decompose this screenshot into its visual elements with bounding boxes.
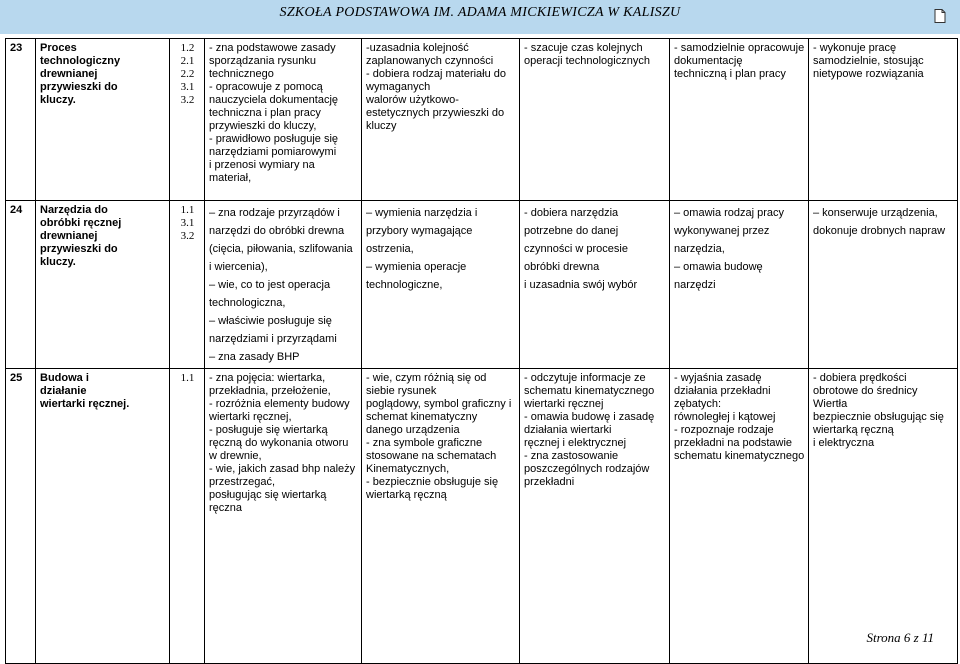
requirement-extended-line: – wymienia narzędzia i — [366, 207, 478, 219]
lesson-topic-line: Narzędzia do — [40, 204, 108, 216]
requirement-basic-line: posługując się wiertarką — [209, 489, 327, 501]
requirement-excellent-line: bezpiecznie obsługując się — [813, 411, 944, 423]
requirement-extended-line: zaplanowanych czynności — [366, 55, 494, 67]
page-footer: Strona 6 z 11 — [866, 630, 934, 645]
requirement-excellent-line: – konserwuje urządzenia, — [813, 207, 938, 219]
curriculum-reference-line: 1.1 — [180, 204, 195, 216]
requirement-basic-line: - rozróżnia elementy budowy — [209, 398, 350, 410]
curriculum-reference-line: 3.1 — [180, 81, 195, 93]
requirement-extended-line: - wie, czym różnią się od — [366, 372, 487, 384]
requirement-good-line: - omawia budowę i zasadę — [524, 411, 655, 423]
requirement-excellent — [809, 201, 958, 369]
requirement-extended — [362, 39, 520, 201]
requirement-excellent-line: - dobiera prędkości — [813, 372, 907, 384]
requirement-basic-line: przekładnia, przełożenie, — [209, 385, 331, 397]
requirement-basic-line: ręczną do wykonania otworu — [209, 437, 349, 449]
requirement-good-line: - szacuje czas kolejnych — [524, 42, 643, 54]
requirement-basic-line: przywieszki do kluczy, — [209, 120, 317, 132]
requirement-very-good-line: przekładni na podstawie — [674, 437, 793, 449]
lesson-topic-line: obróbki ręcznej — [40, 217, 122, 229]
requirement-extended-line: – wymienia operacje — [366, 261, 467, 273]
requirement-basic-line: - wie, jakich zasad bhp należy — [209, 463, 356, 475]
requirement-extended-line: przybory wymagające — [366, 225, 473, 237]
lesson-topic-line: Proces — [40, 42, 77, 54]
requirement-extended-line: stosowane na schematach — [366, 450, 497, 462]
requirement-basic-line: - opracowuje z pomocą — [209, 81, 323, 93]
requirement-excellent-line: - wykonuje pracę — [813, 42, 897, 54]
requirement-basic-line: technicznego — [209, 68, 274, 80]
requirement-extended-line: Kinematycznych, — [366, 463, 450, 475]
requirement-extended-line: technologiczne, — [366, 279, 443, 291]
requirement-very-good-line: – omawia rodzaj pracy — [674, 207, 785, 219]
table-row — [6, 39, 958, 201]
requirement-extended-line: schemat kinematyczny — [366, 411, 478, 423]
page-header — [0, 0, 960, 34]
requirement-basic-line: – zna rodzaje przyrządów i — [209, 207, 340, 219]
lesson-number — [6, 39, 36, 201]
requirement-good-line: przekładni — [524, 476, 575, 488]
lesson-topic — [36, 39, 170, 201]
requirement-excellent — [809, 39, 958, 201]
table-row — [6, 201, 958, 369]
requirement-basic-line: i wiercenia), — [209, 261, 268, 273]
requirement-basic-line: i przenosi wymiary na — [209, 159, 315, 171]
requirement-very-good-line: - rozpoznaje rodzaje — [674, 424, 774, 436]
lesson-topic-line: kluczy. — [40, 256, 76, 268]
requirement-very-good-line: - samodzielnie opracowuje — [674, 42, 805, 54]
requirement-extended-line: walorów użytkowo- — [366, 94, 459, 106]
requirement-very-good — [670, 39, 809, 201]
lesson-topic-line: kluczy. — [40, 94, 76, 106]
requirement-basic-line: (cięcia, piłowania, szlifowania — [209, 243, 353, 255]
requirement-good — [520, 369, 670, 664]
requirement-good-line: - odczytuje informacje ze — [524, 372, 646, 384]
requirement-excellent-line: obrotowe do średnicy — [813, 385, 918, 397]
requirement-extended-line: wymaganych — [366, 81, 431, 93]
curriculum-reference-line: 2.2 — [180, 68, 195, 80]
requirement-good-line: poszczególnych rodzajów — [524, 463, 650, 475]
lesson-number-line: 25 — [10, 372, 23, 384]
curriculum-reference — [170, 369, 205, 664]
requirement-basic-line: – właściwie posługuje się — [209, 315, 332, 327]
requirement-excellent-line: dokonuje drobnych napraw — [813, 225, 946, 237]
requirement-good — [520, 39, 670, 201]
requirement-very-good-line: narzędzi — [674, 279, 716, 291]
requirement-extended-line: kluczy — [366, 120, 397, 132]
requirement-good-line: wiertarki ręcznej — [524, 398, 604, 410]
requirement-good-line: - dobiera narzędzia — [524, 207, 619, 219]
requirement-good-line: obróbki drewna — [524, 261, 600, 273]
requirement-very-good — [670, 201, 809, 369]
requirement-basic-line: narzędziami i przyrządami — [209, 333, 337, 345]
school-title: SZKOŁA PODSTAWOWA IM. ADAMA MICKIEWICZA W KALISZU — [279, 5, 681, 20]
requirement-excellent-line: nietypowe rozwiązania — [813, 68, 924, 80]
requirement-basic-line: - posługuje się wiertarką — [209, 424, 328, 436]
requirement-extended-line: - bezpiecznie obsługuje się — [366, 476, 499, 488]
requirement-basic-line: materiał, — [209, 172, 252, 184]
requirement-extended-line: -uzasadnia kolejność — [366, 42, 469, 54]
requirement-very-good-line: działania przekładni — [674, 385, 771, 397]
requirement-good-line: potrzebne do danej — [524, 225, 619, 237]
requirement-extended — [362, 201, 520, 369]
requirement-very-good-line: narzędzia, — [674, 243, 725, 255]
curriculum-reference-line: 3.1 — [180, 217, 195, 229]
requirement-very-good-line: zębatych: — [674, 398, 722, 410]
requirement-basic-line: – zna zasady BHP — [209, 351, 300, 363]
document-icon — [934, 9, 946, 23]
requirement-basic-line: - zna podstawowe zasady — [209, 42, 336, 54]
curriculum-reference — [170, 39, 205, 201]
requirement-extended-line: - dobiera rodzaj materiału do — [366, 68, 507, 80]
lesson-number — [6, 369, 36, 664]
lesson-topic-line: działanie — [40, 385, 87, 397]
requirement-basic-line: narzędziami pomiarowymi — [209, 146, 337, 158]
requirement-extended — [362, 369, 520, 664]
requirement-basic — [205, 201, 362, 369]
requirement-very-good — [670, 369, 809, 664]
curriculum-reference-line: 1.1 — [180, 372, 195, 384]
requirement-basic-line: sporządzania rysunku — [209, 55, 317, 67]
lesson-topic-line: drewnianej — [40, 230, 98, 242]
lesson-topic-line: drewnianej — [40, 68, 98, 80]
requirement-extended-line: danego urządzenia — [366, 424, 460, 436]
lesson-topic-line: przywieszki do — [40, 243, 118, 255]
requirement-basic — [205, 39, 362, 201]
requirement-good-line: czynności w procesie — [524, 243, 628, 255]
requirement-very-good-line: – omawia budowę — [674, 261, 763, 273]
requirement-good — [520, 201, 670, 369]
requirement-extended-line: poglądowy, symbol graficzny i — [366, 398, 512, 410]
requirement-extended-line: wiertarką ręczną — [366, 489, 447, 501]
requirement-basic-line: wiertarki ręcznej, — [209, 411, 292, 423]
requirement-very-good-line: - wyjaśnia zasadę — [674, 372, 762, 384]
requirement-very-good-line: wykonywanej przez — [674, 225, 770, 237]
lesson-topic-line: przywieszki do — [40, 81, 118, 93]
requirement-excellent-line: wiertarką ręczną — [813, 424, 894, 436]
requirement-basic-line: ręczna — [209, 502, 243, 514]
lesson-number — [6, 201, 36, 369]
requirement-good-line: schematu kinematycznego — [524, 385, 655, 397]
curriculum-table — [5, 38, 958, 664]
requirement-good-line: ręcznej i elektrycznej — [524, 437, 627, 449]
requirement-basic-line: technologiczna, — [209, 297, 286, 309]
requirement-good-line: działania wiertarki — [524, 424, 612, 436]
requirement-basic-line: narzędzi do obróbki drewna — [209, 225, 345, 237]
requirement-very-good-line: równoległej i kątowej — [674, 411, 776, 423]
requirement-basic-line: - zna pojęcia: wiertarka, — [209, 372, 326, 384]
curriculum-reference-line: 3.2 — [180, 230, 195, 242]
lesson-topic-line: Budowa i — [40, 372, 89, 384]
requirement-excellent-line: samodzielnie, stosując — [813, 55, 924, 67]
requirement-very-good-line: dokumentację — [674, 55, 743, 67]
lesson-topic-line: wiertarki ręcznej. — [40, 398, 130, 410]
requirement-basic-line: - prawidłowo posługuje się — [209, 133, 339, 145]
requirement-good-line: operacji technologicznych — [524, 55, 650, 67]
requirement-extended-line: estetycznych przywieszki do — [366, 107, 505, 119]
requirement-basic-line: techniczna i plan pracy — [209, 107, 321, 119]
requirement-basic-line: w drewnie, — [209, 450, 262, 462]
lesson-topic-line: technologiczny — [40, 55, 121, 67]
lesson-topic — [36, 201, 170, 369]
curriculum-reference-line: 3.2 — [180, 94, 195, 106]
requirement-basic — [205, 369, 362, 664]
curriculum-reference — [170, 201, 205, 369]
requirement-good-line: i uzasadnia swój wybór — [524, 279, 638, 291]
curriculum-reference-line: 2.1 — [180, 55, 195, 67]
requirement-excellent-line: Wiertła — [813, 398, 848, 410]
requirement-very-good-line: schematu kinematycznego — [674, 450, 805, 462]
requirement-extended-line: - zna symbole graficzne — [366, 437, 483, 449]
requirement-good-line: - zna zastosowanie — [524, 450, 619, 462]
requirement-very-good-line: techniczną i plan pracy — [674, 68, 786, 80]
requirement-excellent-line: i elektryczna — [813, 437, 875, 449]
lesson-number-line: 23 — [10, 42, 23, 54]
lesson-number-line: 24 — [10, 204, 23, 216]
lesson-topic — [36, 369, 170, 664]
requirement-basic-line: przestrzegać, — [209, 476, 276, 488]
requirement-extended-line: ostrzenia, — [366, 243, 414, 255]
requirement-excellent — [809, 369, 958, 664]
requirement-basic-line: nauczyciela dokumentację — [209, 94, 339, 106]
requirement-basic-line: – wie, co to jest operacja — [209, 279, 331, 291]
curriculum-reference-line: 1.2 — [180, 42, 195, 54]
table-row — [6, 369, 958, 664]
requirement-extended-line: siebie rysunek — [366, 385, 437, 397]
